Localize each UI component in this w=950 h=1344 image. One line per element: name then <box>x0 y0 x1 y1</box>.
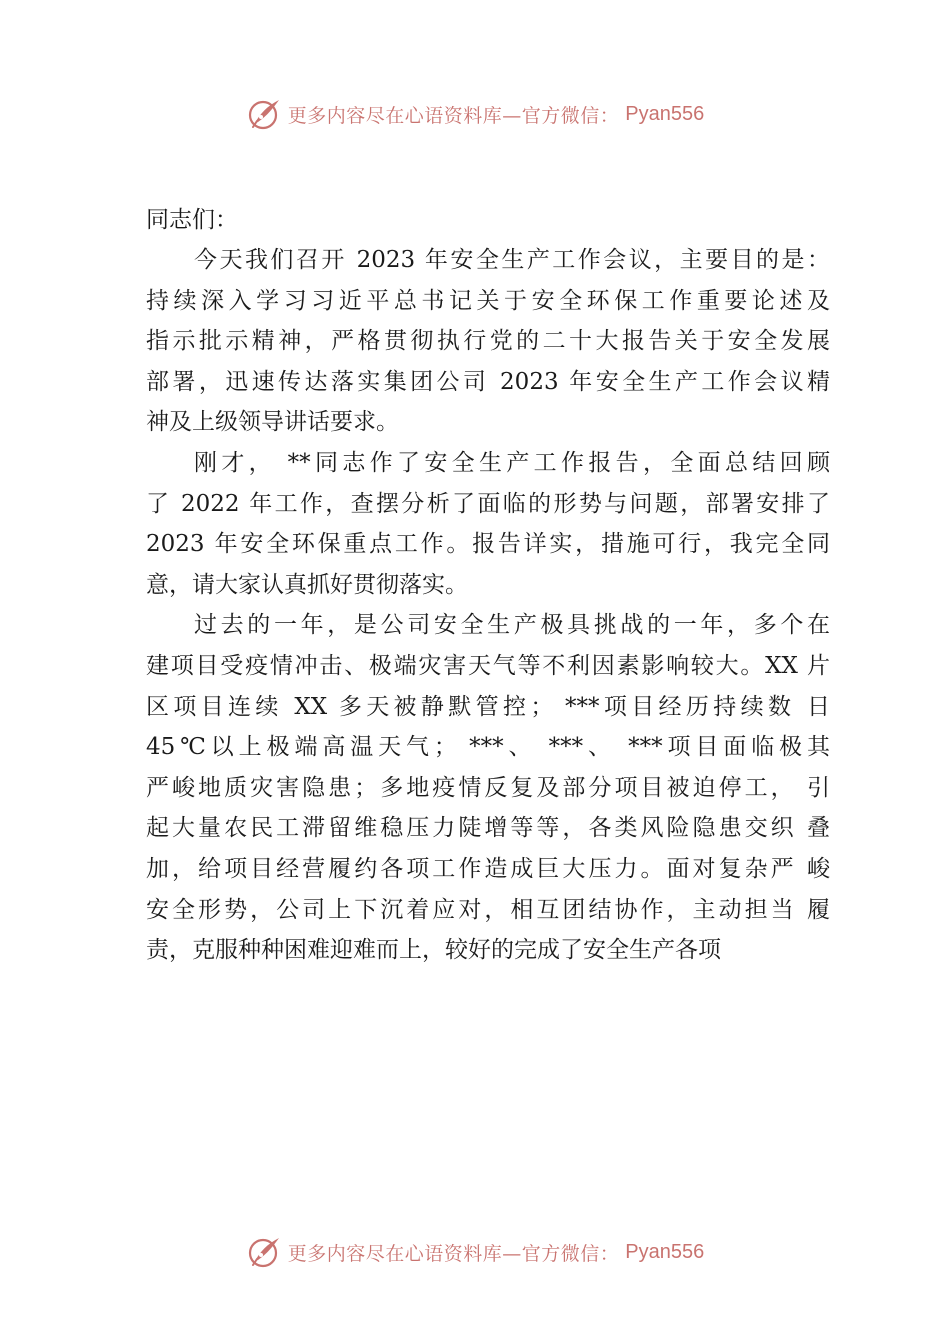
paragraph <box>146 605 830 970</box>
footer-watermark <box>0 1232 950 1272</box>
header-watermark <box>0 94 950 134</box>
text-line: 刚才， **同志作了安全生产工作报告，全面总结回顾 <box>194 449 830 476</box>
text-line: 持续深入学习习近平总书记关于安全环保工作重要论述及 <box>146 287 830 314</box>
watermark-wechat-id: Pyan556 <box>625 102 705 125</box>
text-line: 45℃以上极端高温天气； ***、 ***、 ***项目面临极其 <box>146 734 830 761</box>
text-line: 严峻地质灾害隐患；多地疫情反复及部分项目被迫停工， 引 <box>146 774 830 801</box>
text-line: 神及上级领导讲话要求。 <box>146 409 399 436</box>
quill-circle-logo-icon <box>246 1234 282 1270</box>
text-line: 部署，迅速传达落实集团公司 2023 年安全生产工作会议精 <box>146 368 830 395</box>
text-line: 了 2022 年工作，查摆分析了面临的形势与问题，部署安排了 <box>146 490 830 517</box>
document-body <box>146 200 830 971</box>
text-line: 过去的一年，是公司安全生产极具挑战的一年，多个在 <box>194 612 830 639</box>
text-line: 2023 年安全环保重点工作。报告详实，措施可行，我完全同 <box>146 531 830 558</box>
text-line: 起大量农民工滞留维稳压力陡增等等，各类风险隐患交织 叠 <box>146 815 830 842</box>
paragraph <box>146 443 830 605</box>
text-line: 区项目连续 XX 多天被静默管控； ***项目经历持续数 日 <box>146 693 830 720</box>
text-line: 指示批示精神，严格贯彻执行党的二十大报告关于安全发展 <box>146 328 830 355</box>
quill-circle-logo-icon <box>246 96 282 132</box>
watermark-text: 更多内容尽在心语资料库—官方微信： <box>287 1242 620 1265</box>
text-line: 意，请大家认真抓好贯彻落实。 <box>146 571 468 598</box>
paragraph <box>146 240 830 443</box>
text-line: 加，给项目经营履约各项工作造成巨大压力。面对复杂严 峻 <box>146 855 830 882</box>
salutation: 同志们： <box>146 207 238 233</box>
text-line: 责，克服种种困难迎难而上，较好的完成了安全生产各项 <box>146 937 721 964</box>
watermark-wechat-id: Pyan556 <box>625 1240 705 1263</box>
text-line: 建项目受疫情冲击、极端灾害天气等不利因素影响较大。XX 片 <box>146 652 830 679</box>
text-line: 安全形势，公司上下沉着应对，相互团结协作，主动担当 履 <box>146 896 830 923</box>
text-line: 今天我们召开 2023 年安全生产工作会议，主要目的是： <box>194 247 830 273</box>
watermark-text: 更多内容尽在心语资料库—官方微信： <box>287 104 620 127</box>
